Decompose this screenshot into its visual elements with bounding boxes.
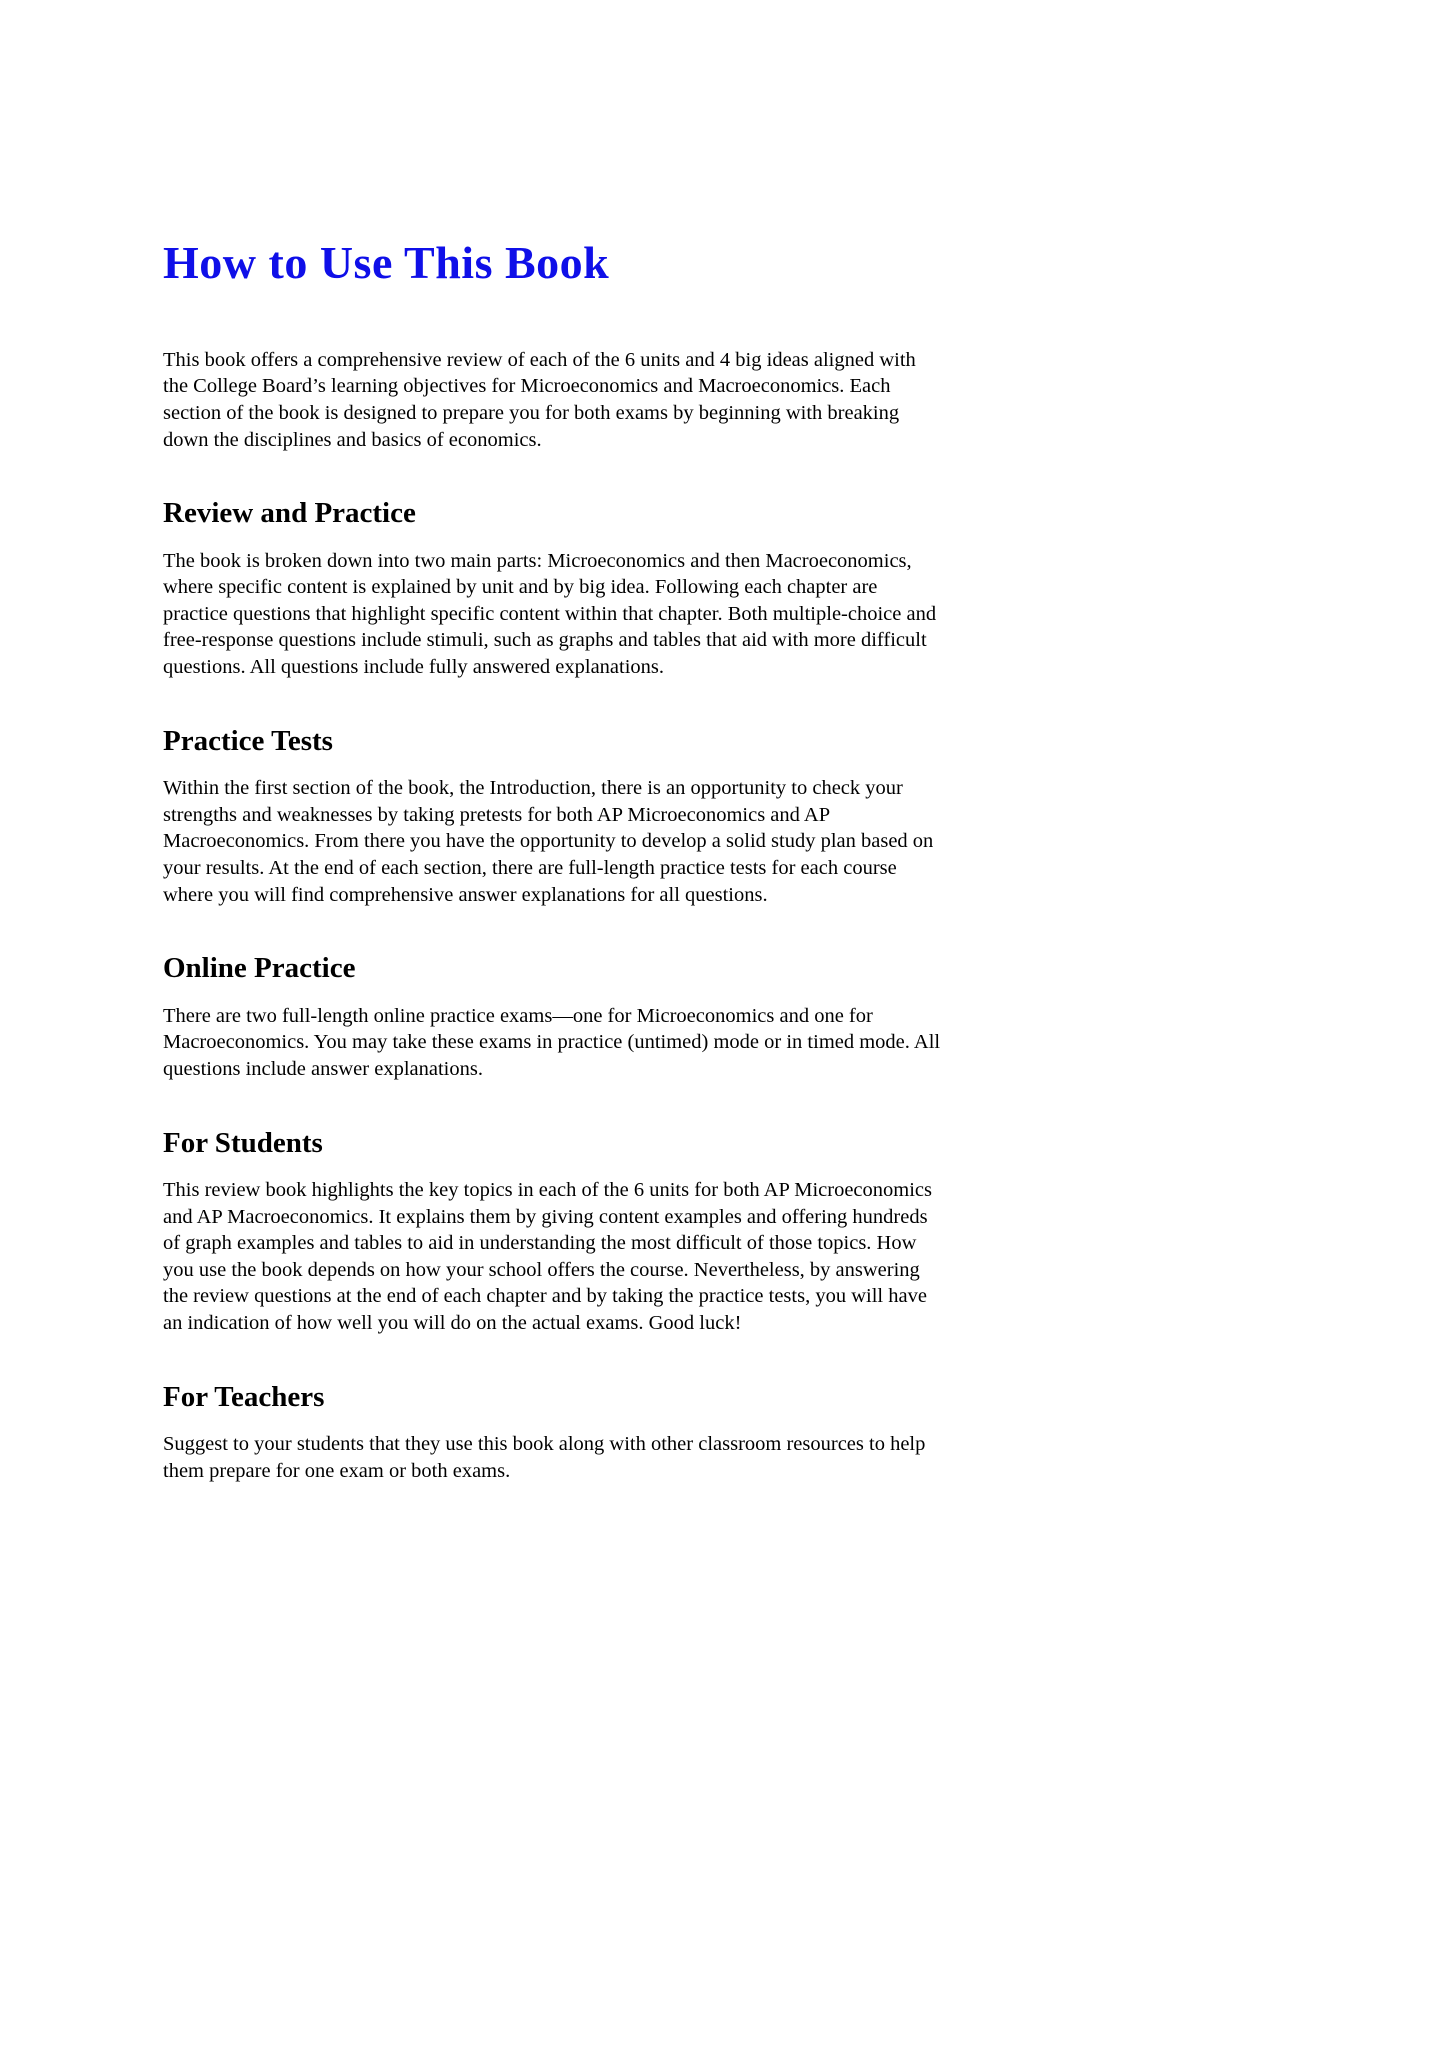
section-heading-online-practice: Online Practice bbox=[163, 952, 356, 985]
page-content bbox=[163, 238, 945, 1492]
section-body-for-teachers: Suggest to your students that they use this book along with other classroom resources to help them prepare for one exam or both exams. bbox=[163, 1433, 926, 1482]
section-body-for-students: This review book highlights the key topics in each of the 6 units for both AP Microeconomics and AP Macroeconomics. It explains them by giving content examples and offering hundreds of graph examples and tables to aid in understanding the most difficult of those topics. How you use the book depends on how your school offers the course. Nevertheless, by answering the review questions at the end of each chapter and by taking the practice tests, you will have an indication of how well you will do on the actual exams. Good luck! bbox=[163, 1178, 933, 1335]
section-heading-review-and-practice: Review and Practice bbox=[163, 497, 416, 530]
section-heading-practice-tests: Practice Tests bbox=[163, 724, 333, 757]
section-heading-for-teachers: For Teachers bbox=[163, 1380, 325, 1413]
section-body-review-and-practice: The book is broken down into two main parts: Microeconomics and then Macroeconomics, where specific content is explained by unit and by big idea. Following each chapter are practice questions that highlight specific content within that chapter. Both multiple-choice and free-response questions include stimuli, such as graphs and tables that aid with more difficult questions. All questions include fully answered explanations. bbox=[163, 549, 937, 679]
intro-paragraph: This book offers a comprehensive review of each of the 6 units and 4 big ideas aligned with the College Board’s learning objectives for Microeconomics and Macroeconomics. Each section of the book is designed to prepare you for both exams by beginning with breaking down the disciplines and basics of economics. bbox=[163, 348, 916, 451]
section-body-online-practice: There are two full-length online practice exams—one for Microeconomics and one for Macroeconomics. You may take these exams in practice (untimed) mode or in timed mode. All questions include answer explanations. bbox=[163, 1004, 941, 1080]
page-title: How to Use This Book bbox=[163, 237, 610, 288]
section-heading-for-students: For Students bbox=[163, 1126, 323, 1159]
section-body-practice-tests: Within the first section of the book, the Introduction, there is an opportunity to check your strengths and weaknesses by taking pretests for both AP Microeconomics and AP Macroeconomics. From there you have the opportunity to develop a solid study plan based on your results. At the end of each section, there are full-length practice tests for each course where you will find comprehensive answer explanations for all questions. bbox=[163, 777, 934, 906]
